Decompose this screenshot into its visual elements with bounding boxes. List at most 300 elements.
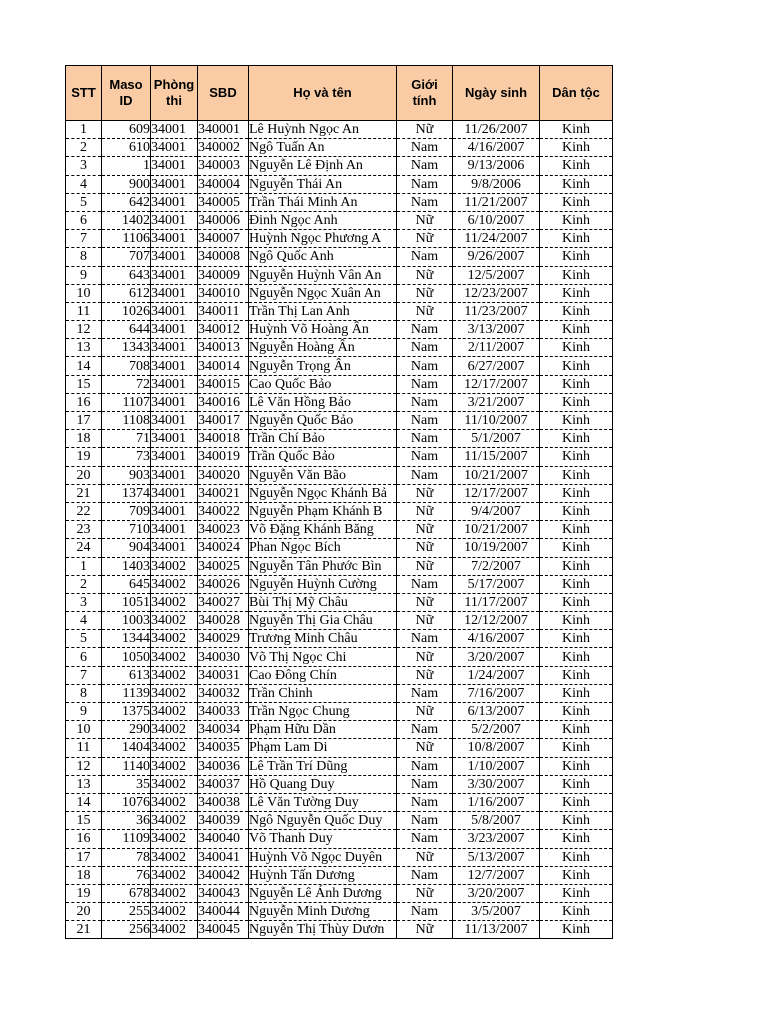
table-header-row bbox=[66, 66, 613, 121]
cell-full-name: Nguyễn Huỳnh Cường bbox=[249, 575, 397, 593]
cell-ethnicity: Kinh bbox=[540, 157, 613, 175]
cell-sbd: 340021 bbox=[198, 484, 249, 502]
cell-maso-id: 612 bbox=[102, 284, 151, 302]
cell-ethnicity: Kinh bbox=[540, 175, 613, 193]
cell-ethnicity: Kinh bbox=[540, 339, 613, 357]
cell-full-name: Trần Chinh bbox=[249, 684, 397, 702]
cell-stt: 15 bbox=[66, 812, 102, 830]
cell-stt: 4 bbox=[66, 612, 102, 630]
cell-ethnicity: Kinh bbox=[540, 793, 613, 811]
cell-full-name: Nguyễn Ngọc Xuân An bbox=[249, 284, 397, 302]
table-row bbox=[66, 830, 613, 848]
table-row bbox=[66, 666, 613, 684]
table-row bbox=[66, 793, 613, 811]
cell-stt: 9 bbox=[66, 703, 102, 721]
cell-gender: Nữ bbox=[397, 284, 453, 302]
cell-ethnicity: Kinh bbox=[540, 630, 613, 648]
header-stt: STT bbox=[66, 66, 102, 121]
cell-ethnicity: Kinh bbox=[540, 266, 613, 284]
cell-full-name: Nguyễn Tân Phước Bìn bbox=[249, 557, 397, 575]
cell-exam-room: 34001 bbox=[151, 121, 198, 139]
cell-date-of-birth: 3/20/2007 bbox=[453, 648, 540, 666]
cell-maso-id: 1139 bbox=[102, 684, 151, 702]
cell-date-of-birth: 6/27/2007 bbox=[453, 357, 540, 375]
table-row bbox=[66, 430, 613, 448]
cell-gender: Nam bbox=[397, 175, 453, 193]
cell-full-name: Nguyễn Ngọc Khánh Bả bbox=[249, 484, 397, 502]
table-row bbox=[66, 357, 613, 375]
cell-full-name: Cao Đông Chín bbox=[249, 666, 397, 684]
cell-sbd: 340014 bbox=[198, 357, 249, 375]
cell-stt: 14 bbox=[66, 357, 102, 375]
cell-full-name: Nguyễn Lê Định An bbox=[249, 157, 397, 175]
cell-full-name: Trương Minh Châu bbox=[249, 630, 397, 648]
cell-gender: Nữ bbox=[397, 211, 453, 229]
table-row bbox=[66, 339, 613, 357]
cell-stt: 11 bbox=[66, 302, 102, 320]
cell-stt: 11 bbox=[66, 739, 102, 757]
cell-ethnicity: Kinh bbox=[540, 648, 613, 666]
cell-exam-room: 34002 bbox=[151, 557, 198, 575]
cell-date-of-birth: 12/7/2007 bbox=[453, 866, 540, 884]
cell-ethnicity: Kinh bbox=[540, 575, 613, 593]
cell-maso-id: 903 bbox=[102, 466, 151, 484]
cell-sbd: 340015 bbox=[198, 375, 249, 393]
cell-gender: Nam bbox=[397, 448, 453, 466]
cell-full-name: Bùi Thị Mỹ Châu bbox=[249, 593, 397, 611]
cell-gender: Nữ bbox=[397, 848, 453, 866]
student-roster-table bbox=[65, 65, 613, 939]
cell-exam-room: 34002 bbox=[151, 757, 198, 775]
table-row bbox=[66, 703, 613, 721]
cell-gender: Nữ bbox=[397, 593, 453, 611]
cell-stt: 24 bbox=[66, 539, 102, 557]
header-full-name: Họ và tên bbox=[249, 66, 397, 121]
cell-stt: 2 bbox=[66, 139, 102, 157]
cell-sbd: 340030 bbox=[198, 648, 249, 666]
cell-ethnicity: Kinh bbox=[540, 830, 613, 848]
cell-stt: 1 bbox=[66, 557, 102, 575]
table-row bbox=[66, 412, 613, 430]
cell-full-name: Lê Huỳnh Ngọc An bbox=[249, 121, 397, 139]
table-row bbox=[66, 612, 613, 630]
cell-date-of-birth: 12/5/2007 bbox=[453, 266, 540, 284]
cell-gender: Nam bbox=[397, 430, 453, 448]
cell-exam-room: 34001 bbox=[151, 375, 198, 393]
cell-gender: Nam bbox=[397, 466, 453, 484]
cell-stt: 18 bbox=[66, 866, 102, 884]
cell-sbd: 340020 bbox=[198, 466, 249, 484]
cell-date-of-birth: 12/23/2007 bbox=[453, 284, 540, 302]
cell-sbd: 340022 bbox=[198, 502, 249, 520]
cell-exam-room: 34002 bbox=[151, 921, 198, 939]
table-row bbox=[66, 757, 613, 775]
cell-exam-room: 34002 bbox=[151, 903, 198, 921]
cell-maso-id: 1343 bbox=[102, 339, 151, 357]
cell-exam-room: 34002 bbox=[151, 721, 198, 739]
cell-sbd: 340036 bbox=[198, 757, 249, 775]
cell-ethnicity: Kinh bbox=[540, 612, 613, 630]
cell-gender: Nữ bbox=[397, 557, 453, 575]
cell-date-of-birth: 1/24/2007 bbox=[453, 666, 540, 684]
cell-exam-room: 34002 bbox=[151, 884, 198, 902]
cell-gender: Nam bbox=[397, 793, 453, 811]
cell-date-of-birth: 11/26/2007 bbox=[453, 121, 540, 139]
cell-exam-room: 34002 bbox=[151, 812, 198, 830]
cell-ethnicity: Kinh bbox=[540, 412, 613, 430]
table-row bbox=[66, 848, 613, 866]
cell-gender: Nữ bbox=[397, 884, 453, 902]
cell-full-name: Trần Thị Lan Anh bbox=[249, 302, 397, 320]
cell-maso-id: 1051 bbox=[102, 593, 151, 611]
cell-ethnicity: Kinh bbox=[540, 739, 613, 757]
cell-sbd: 340007 bbox=[198, 230, 249, 248]
cell-gender: Nam bbox=[397, 339, 453, 357]
cell-maso-id: 1050 bbox=[102, 648, 151, 666]
cell-maso-id: 1106 bbox=[102, 230, 151, 248]
cell-exam-room: 34001 bbox=[151, 339, 198, 357]
cell-date-of-birth: 10/8/2007 bbox=[453, 739, 540, 757]
cell-stt: 14 bbox=[66, 793, 102, 811]
cell-sbd: 340038 bbox=[198, 793, 249, 811]
cell-date-of-birth: 10/21/2007 bbox=[453, 466, 540, 484]
cell-full-name: Huỳnh Ngọc Phương A bbox=[249, 230, 397, 248]
cell-ethnicity: Kinh bbox=[540, 230, 613, 248]
table-row bbox=[66, 921, 613, 939]
cell-sbd: 340024 bbox=[198, 539, 249, 557]
cell-date-of-birth: 11/13/2007 bbox=[453, 921, 540, 939]
cell-stt: 8 bbox=[66, 684, 102, 702]
cell-ethnicity: Kinh bbox=[540, 866, 613, 884]
table-row bbox=[66, 266, 613, 284]
cell-stt: 5 bbox=[66, 193, 102, 211]
table-row bbox=[66, 121, 613, 139]
cell-date-of-birth: 3/21/2007 bbox=[453, 393, 540, 411]
cell-full-name: Võ Thanh Duy bbox=[249, 830, 397, 848]
cell-sbd: 340035 bbox=[198, 739, 249, 757]
cell-date-of-birth: 12/17/2007 bbox=[453, 375, 540, 393]
cell-full-name: Ngô Nguyễn Quốc Duy bbox=[249, 812, 397, 830]
cell-full-name: Đinh Ngọc Anh bbox=[249, 211, 397, 229]
cell-maso-id: 78 bbox=[102, 848, 151, 866]
cell-gender: Nam bbox=[397, 412, 453, 430]
cell-maso-id: 255 bbox=[102, 903, 151, 921]
cell-date-of-birth: 3/5/2007 bbox=[453, 903, 540, 921]
table-row bbox=[66, 866, 613, 884]
table-row bbox=[66, 321, 613, 339]
cell-maso-id: 678 bbox=[102, 884, 151, 902]
cell-date-of-birth: 11/23/2007 bbox=[453, 302, 540, 320]
cell-full-name: Cao Quốc Bảo bbox=[249, 375, 397, 393]
cell-ethnicity: Kinh bbox=[540, 393, 613, 411]
cell-sbd: 340010 bbox=[198, 284, 249, 302]
cell-exam-room: 34001 bbox=[151, 139, 198, 157]
table-row bbox=[66, 575, 613, 593]
cell-stt: 19 bbox=[66, 448, 102, 466]
cell-maso-id: 290 bbox=[102, 721, 151, 739]
cell-stt: 23 bbox=[66, 521, 102, 539]
cell-stt: 2 bbox=[66, 575, 102, 593]
cell-stt: 12 bbox=[66, 757, 102, 775]
cell-maso-id: 710 bbox=[102, 521, 151, 539]
cell-exam-room: 34001 bbox=[151, 466, 198, 484]
table-row bbox=[66, 466, 613, 484]
cell-exam-room: 34001 bbox=[151, 157, 198, 175]
cell-ethnicity: Kinh bbox=[540, 466, 613, 484]
cell-exam-room: 34001 bbox=[151, 175, 198, 193]
cell-gender: Nam bbox=[397, 757, 453, 775]
cell-full-name: Lê Văn Hồng Bảo bbox=[249, 393, 397, 411]
cell-maso-id: 1003 bbox=[102, 612, 151, 630]
cell-gender: Nữ bbox=[397, 739, 453, 757]
cell-date-of-birth: 9/4/2007 bbox=[453, 502, 540, 520]
cell-sbd: 340003 bbox=[198, 157, 249, 175]
cell-exam-room: 34002 bbox=[151, 666, 198, 684]
table-row bbox=[66, 684, 613, 702]
cell-gender: Nữ bbox=[397, 121, 453, 139]
cell-exam-room: 34002 bbox=[151, 593, 198, 611]
cell-gender: Nữ bbox=[397, 302, 453, 320]
cell-full-name: Ngô Quốc Anh bbox=[249, 248, 397, 266]
cell-date-of-birth: 5/2/2007 bbox=[453, 721, 540, 739]
cell-stt: 20 bbox=[66, 903, 102, 921]
cell-gender: Nữ bbox=[397, 230, 453, 248]
cell-full-name: Nguyễn Thị Gia Châu bbox=[249, 612, 397, 630]
table-row bbox=[66, 302, 613, 320]
table-row bbox=[66, 884, 613, 902]
table-row bbox=[66, 248, 613, 266]
table-row bbox=[66, 448, 613, 466]
cell-gender: Nữ bbox=[397, 612, 453, 630]
cell-ethnicity: Kinh bbox=[540, 884, 613, 902]
table-row bbox=[66, 648, 613, 666]
cell-maso-id: 1344 bbox=[102, 630, 151, 648]
cell-sbd: 340043 bbox=[198, 884, 249, 902]
cell-maso-id: 76 bbox=[102, 866, 151, 884]
cell-maso-id: 72 bbox=[102, 375, 151, 393]
cell-maso-id: 1 bbox=[102, 157, 151, 175]
cell-full-name: Nguyễn Thái An bbox=[249, 175, 397, 193]
cell-maso-id: 1375 bbox=[102, 703, 151, 721]
cell-date-of-birth: 11/10/2007 bbox=[453, 412, 540, 430]
cell-stt: 17 bbox=[66, 848, 102, 866]
cell-ethnicity: Kinh bbox=[540, 502, 613, 520]
cell-date-of-birth: 11/15/2007 bbox=[453, 448, 540, 466]
table-row bbox=[66, 812, 613, 830]
cell-ethnicity: Kinh bbox=[540, 775, 613, 793]
cell-ethnicity: Kinh bbox=[540, 539, 613, 557]
cell-gender: Nam bbox=[397, 866, 453, 884]
cell-full-name: Phạm Lam Di bbox=[249, 739, 397, 757]
cell-full-name: Trần Chí Bảo bbox=[249, 430, 397, 448]
cell-maso-id: 642 bbox=[102, 193, 151, 211]
cell-stt: 12 bbox=[66, 321, 102, 339]
cell-date-of-birth: 3/30/2007 bbox=[453, 775, 540, 793]
cell-full-name: Huỳnh Võ Hoàng Ân bbox=[249, 321, 397, 339]
cell-gender: Nam bbox=[397, 830, 453, 848]
cell-sbd: 340018 bbox=[198, 430, 249, 448]
header-date-of-birth: Ngày sinh bbox=[453, 66, 540, 121]
cell-sbd: 340026 bbox=[198, 575, 249, 593]
table-row bbox=[66, 375, 613, 393]
cell-ethnicity: Kinh bbox=[540, 921, 613, 939]
cell-ethnicity: Kinh bbox=[540, 812, 613, 830]
cell-stt: 22 bbox=[66, 502, 102, 520]
cell-exam-room: 34002 bbox=[151, 793, 198, 811]
header-maso-id: Maso ID bbox=[102, 66, 151, 121]
cell-ethnicity: Kinh bbox=[540, 593, 613, 611]
table-row bbox=[66, 775, 613, 793]
cell-date-of-birth: 6/13/2007 bbox=[453, 703, 540, 721]
table-row bbox=[66, 630, 613, 648]
cell-sbd: 340009 bbox=[198, 266, 249, 284]
cell-maso-id: 709 bbox=[102, 502, 151, 520]
cell-exam-room: 34001 bbox=[151, 448, 198, 466]
cell-sbd: 340031 bbox=[198, 666, 249, 684]
cell-exam-room: 34001 bbox=[151, 302, 198, 320]
cell-sbd: 340029 bbox=[198, 630, 249, 648]
cell-date-of-birth: 3/23/2007 bbox=[453, 830, 540, 848]
cell-ethnicity: Kinh bbox=[540, 848, 613, 866]
cell-gender: Nữ bbox=[397, 502, 453, 520]
cell-gender: Nam bbox=[397, 193, 453, 211]
cell-sbd: 340032 bbox=[198, 684, 249, 702]
cell-ethnicity: Kinh bbox=[540, 484, 613, 502]
cell-exam-room: 34002 bbox=[151, 612, 198, 630]
cell-maso-id: 1026 bbox=[102, 302, 151, 320]
cell-exam-room: 34001 bbox=[151, 211, 198, 229]
cell-maso-id: 1076 bbox=[102, 793, 151, 811]
cell-maso-id: 1402 bbox=[102, 211, 151, 229]
cell-date-of-birth: 11/24/2007 bbox=[453, 230, 540, 248]
cell-maso-id: 609 bbox=[102, 121, 151, 139]
cell-sbd: 340012 bbox=[198, 321, 249, 339]
cell-maso-id: 708 bbox=[102, 357, 151, 375]
table-row bbox=[66, 593, 613, 611]
cell-sbd: 340013 bbox=[198, 339, 249, 357]
cell-full-name: Lê Văn Tường Duy bbox=[249, 793, 397, 811]
cell-stt: 17 bbox=[66, 412, 102, 430]
cell-date-of-birth: 5/1/2007 bbox=[453, 430, 540, 448]
cell-date-of-birth: 1/10/2007 bbox=[453, 757, 540, 775]
cell-sbd: 340040 bbox=[198, 830, 249, 848]
cell-gender: Nam bbox=[397, 321, 453, 339]
cell-ethnicity: Kinh bbox=[540, 284, 613, 302]
header-exam-room: Phòng thi bbox=[151, 66, 198, 121]
cell-date-of-birth: 4/16/2007 bbox=[453, 630, 540, 648]
cell-ethnicity: Kinh bbox=[540, 321, 613, 339]
cell-date-of-birth: 5/8/2007 bbox=[453, 812, 540, 830]
header-sbd: SBD bbox=[198, 66, 249, 121]
cell-stt: 18 bbox=[66, 430, 102, 448]
cell-exam-room: 34001 bbox=[151, 193, 198, 211]
cell-maso-id: 643 bbox=[102, 266, 151, 284]
cell-ethnicity: Kinh bbox=[540, 121, 613, 139]
cell-stt: 10 bbox=[66, 284, 102, 302]
cell-sbd: 340004 bbox=[198, 175, 249, 193]
cell-gender: Nữ bbox=[397, 539, 453, 557]
cell-gender: Nữ bbox=[397, 666, 453, 684]
cell-full-name: Nguyễn Hoàng Ân bbox=[249, 339, 397, 357]
cell-gender: Nữ bbox=[397, 266, 453, 284]
cell-exam-room: 34001 bbox=[151, 521, 198, 539]
cell-sbd: 340002 bbox=[198, 139, 249, 157]
cell-maso-id: 35 bbox=[102, 775, 151, 793]
cell-full-name: Nguyễn Trọng Ân bbox=[249, 357, 397, 375]
cell-ethnicity: Kinh bbox=[540, 684, 613, 702]
cell-full-name: Hồ Quang Duy bbox=[249, 775, 397, 793]
cell-gender: Nam bbox=[397, 139, 453, 157]
cell-gender: Nam bbox=[397, 248, 453, 266]
cell-date-of-birth: 2/11/2007 bbox=[453, 339, 540, 357]
cell-stt: 16 bbox=[66, 830, 102, 848]
cell-gender: Nam bbox=[397, 630, 453, 648]
cell-full-name: Trần Ngọc Chung bbox=[249, 703, 397, 721]
cell-exam-room: 34002 bbox=[151, 739, 198, 757]
cell-ethnicity: Kinh bbox=[540, 757, 613, 775]
cell-exam-room: 34001 bbox=[151, 357, 198, 375]
cell-date-of-birth: 1/16/2007 bbox=[453, 793, 540, 811]
cell-ethnicity: Kinh bbox=[540, 211, 613, 229]
cell-stt: 19 bbox=[66, 884, 102, 902]
cell-sbd: 340023 bbox=[198, 521, 249, 539]
cell-stt: 7 bbox=[66, 230, 102, 248]
cell-full-name: Nguyễn Huỳnh Vân An bbox=[249, 266, 397, 284]
cell-date-of-birth: 9/26/2007 bbox=[453, 248, 540, 266]
cell-exam-room: 34002 bbox=[151, 575, 198, 593]
cell-ethnicity: Kinh bbox=[540, 557, 613, 575]
cell-stt: 6 bbox=[66, 648, 102, 666]
cell-maso-id: 904 bbox=[102, 539, 151, 557]
cell-date-of-birth: 11/21/2007 bbox=[453, 193, 540, 211]
cell-maso-id: 36 bbox=[102, 812, 151, 830]
cell-stt: 20 bbox=[66, 466, 102, 484]
cell-stt: 4 bbox=[66, 175, 102, 193]
cell-gender: Nam bbox=[397, 684, 453, 702]
cell-date-of-birth: 9/13/2006 bbox=[453, 157, 540, 175]
cell-stt: 5 bbox=[66, 630, 102, 648]
cell-sbd: 340042 bbox=[198, 866, 249, 884]
cell-ethnicity: Kinh bbox=[540, 703, 613, 721]
cell-sbd: 340008 bbox=[198, 248, 249, 266]
cell-gender: Nam bbox=[397, 775, 453, 793]
cell-date-of-birth: 5/13/2007 bbox=[453, 848, 540, 866]
cell-stt: 21 bbox=[66, 484, 102, 502]
cell-exam-room: 34001 bbox=[151, 430, 198, 448]
cell-stt: 16 bbox=[66, 393, 102, 411]
cell-exam-room: 34001 bbox=[151, 539, 198, 557]
table-row bbox=[66, 175, 613, 193]
cell-sbd: 340027 bbox=[198, 593, 249, 611]
cell-maso-id: 707 bbox=[102, 248, 151, 266]
cell-exam-room: 34001 bbox=[151, 412, 198, 430]
cell-stt: 8 bbox=[66, 248, 102, 266]
cell-stt: 6 bbox=[66, 211, 102, 229]
cell-stt: 9 bbox=[66, 266, 102, 284]
cell-date-of-birth: 3/13/2007 bbox=[453, 321, 540, 339]
cell-ethnicity: Kinh bbox=[540, 193, 613, 211]
cell-full-name: Nguyễn Phạm Khánh B bbox=[249, 502, 397, 520]
cell-exam-room: 34002 bbox=[151, 830, 198, 848]
cell-ethnicity: Kinh bbox=[540, 903, 613, 921]
cell-exam-room: 34002 bbox=[151, 848, 198, 866]
cell-full-name: Phạm Hữu Dần bbox=[249, 721, 397, 739]
cell-date-of-birth: 10/21/2007 bbox=[453, 521, 540, 539]
cell-sbd: 340011 bbox=[198, 302, 249, 320]
cell-maso-id: 1140 bbox=[102, 757, 151, 775]
cell-stt: 7 bbox=[66, 666, 102, 684]
cell-gender: Nam bbox=[397, 575, 453, 593]
